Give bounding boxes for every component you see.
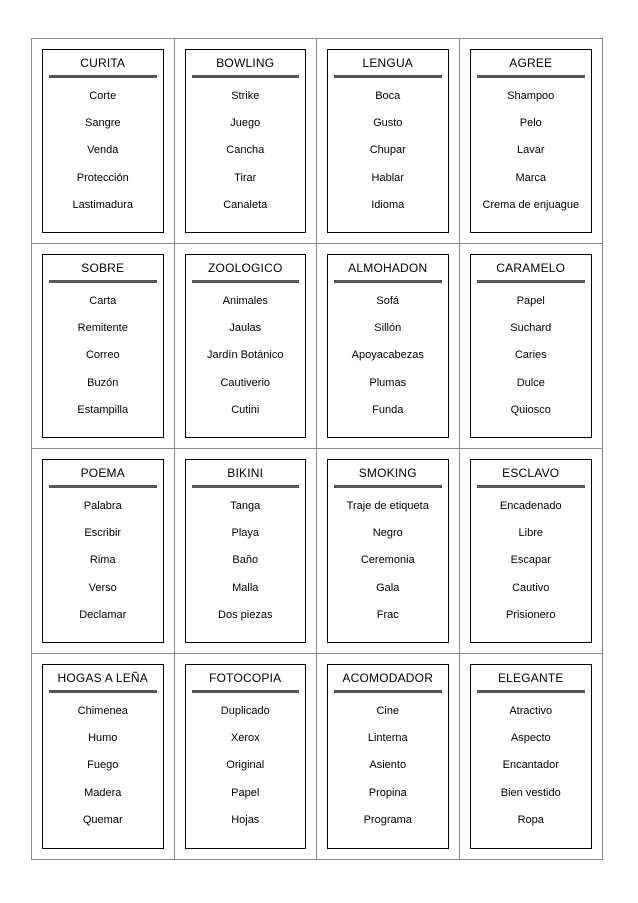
title-divider (192, 485, 300, 488)
forbidden-word: Negro (372, 527, 403, 540)
taboo-card (185, 459, 307, 643)
grid-cell (460, 654, 603, 859)
grid-cell (32, 654, 175, 859)
forbidden-word-list (328, 88, 448, 224)
forbidden-word: Cautiverio (220, 376, 271, 389)
forbidden-word: Malla (232, 581, 259, 594)
card-title: FOTOCOPIA (209, 671, 282, 685)
forbidden-word: Jardín Botánico (207, 349, 284, 362)
forbidden-word: Cancha (226, 144, 265, 157)
forbidden-word: Hojas (231, 813, 260, 826)
taboo-card (327, 664, 449, 849)
forbidden-word: Lastimadura (72, 198, 134, 211)
taboo-card (42, 254, 164, 438)
forbidden-word: Quemar (82, 813, 123, 826)
title-divider (477, 690, 586, 693)
forbidden-word: Boca (375, 90, 401, 102)
forbidden-word: Animales (222, 295, 268, 307)
title-divider (49, 280, 157, 283)
forbidden-word: Encadenado (499, 500, 562, 512)
taboo-card (327, 49, 449, 233)
forbidden-word-list (471, 498, 592, 634)
forbidden-word: Corte (89, 90, 117, 102)
forbidden-word: Plumas (369, 376, 407, 389)
card-title: CURITA (80, 56, 126, 70)
card-title: POEMA (80, 466, 125, 480)
forbidden-word: Propina (368, 786, 407, 799)
forbidden-word: Prisionero (505, 608, 556, 621)
card-title: ZOOLOGICO (208, 261, 283, 275)
forbidden-word: Libre (518, 527, 543, 540)
title-divider (192, 75, 300, 78)
title-divider (49, 690, 157, 693)
forbidden-word: Estampilla (77, 403, 129, 416)
forbidden-word: Lavar (516, 144, 545, 157)
taboo-card (470, 49, 593, 233)
forbidden-word: Bien vestido (500, 786, 561, 799)
title-divider (49, 75, 157, 78)
forbidden-word: Crema de enjuague (482, 198, 580, 211)
forbidden-word: Madera (84, 786, 122, 799)
forbidden-word: Escapar (510, 554, 551, 567)
forbidden-word: Programa (363, 813, 412, 826)
forbidden-word: Sangre (85, 117, 121, 130)
card-title: SMOKING (358, 466, 417, 480)
forbidden-word: Papel (231, 786, 260, 799)
forbidden-word: Protección (76, 171, 129, 184)
forbidden-word: Jaulas (229, 322, 262, 335)
forbidden-word: Juego (230, 117, 261, 130)
title-divider (477, 280, 586, 283)
forbidden-word: Atractivo (509, 705, 553, 717)
forbidden-word: Pelo (519, 117, 542, 130)
grid-cell (317, 39, 460, 244)
forbidden-word: Xerox (230, 732, 260, 745)
forbidden-word: Palabra (83, 500, 122, 512)
forbidden-word-list (43, 703, 163, 839)
forbidden-word-list (186, 498, 306, 634)
card-sheet (31, 38, 603, 860)
forbidden-word: Venda (87, 144, 119, 157)
forbidden-word: Fuego (87, 759, 119, 772)
forbidden-word: Buzón (87, 376, 119, 389)
forbidden-word: Correo (85, 349, 120, 362)
forbidden-word: Frac (376, 608, 399, 621)
taboo-card (470, 254, 593, 438)
forbidden-word: Strike (231, 90, 260, 102)
forbidden-word: Aspecto (510, 732, 551, 745)
title-divider (49, 485, 157, 488)
grid-cell (460, 449, 603, 654)
forbidden-word: Cautivo (512, 581, 550, 594)
forbidden-word: Original (226, 759, 265, 772)
title-divider (334, 690, 442, 693)
forbidden-word: Declamar (79, 608, 127, 621)
forbidden-word: Cine (376, 705, 400, 717)
forbidden-word: Baño (232, 554, 259, 567)
grid-cell (32, 244, 175, 449)
grid-cell (317, 244, 460, 449)
taboo-card (327, 254, 449, 438)
forbidden-word: Dos piezas (218, 608, 273, 621)
forbidden-word: Marca (515, 171, 547, 184)
forbidden-word-list (43, 293, 163, 429)
taboo-card (327, 459, 449, 643)
card-title: BIKINI (227, 466, 264, 480)
grid-cell (460, 244, 603, 449)
title-divider (334, 485, 442, 488)
forbidden-word-list (186, 293, 306, 429)
forbidden-word: Gusto (373, 117, 403, 130)
forbidden-word-list (471, 88, 592, 224)
title-divider (334, 280, 442, 283)
title-divider (334, 75, 442, 78)
forbidden-word: Idioma (371, 198, 405, 211)
grid-cell (175, 449, 318, 654)
grid-cell (175, 654, 318, 859)
forbidden-word: Remitente (77, 322, 128, 335)
grid-cell (32, 39, 175, 244)
card-title: CARAMELO (496, 261, 566, 275)
forbidden-word-list (186, 88, 306, 224)
taboo-card (185, 49, 307, 233)
forbidden-word: Canaleta (223, 198, 268, 211)
taboo-card (42, 49, 164, 233)
forbidden-word: Duplicado (220, 705, 270, 717)
taboo-card (42, 664, 164, 849)
forbidden-word: Chupar (369, 144, 406, 157)
forbidden-word: Papel (516, 295, 545, 307)
forbidden-word: Sofá (376, 295, 400, 307)
forbidden-word: Asiento (369, 759, 407, 772)
forbidden-word: Ceremonia (360, 554, 415, 567)
forbidden-word-list (471, 703, 592, 839)
card-title: BOWLING (216, 56, 275, 70)
card-title: AGREE (509, 56, 553, 70)
forbidden-word: Apoyacabezas (351, 349, 424, 362)
forbidden-word-list (43, 498, 163, 634)
taboo-card (470, 459, 593, 643)
forbidden-word: Rima (89, 554, 116, 567)
forbidden-word: Shampoo (507, 90, 555, 102)
card-title: ESCLAVO (502, 466, 560, 480)
forbidden-word: Gala (376, 581, 400, 594)
forbidden-word: Dulce (516, 376, 545, 389)
card-title: ACOMODADOR (342, 671, 434, 685)
forbidden-word: Humo (88, 732, 118, 745)
forbidden-word: Funda (372, 403, 404, 416)
grid-cell (175, 244, 318, 449)
forbidden-word: Traje de etiqueta (346, 500, 429, 512)
title-divider (192, 690, 300, 693)
forbidden-word-list (471, 293, 592, 429)
forbidden-word: Linterna (367, 732, 408, 745)
card-title: SOBRE (81, 261, 125, 275)
forbidden-word: Playa (231, 527, 260, 540)
taboo-card (42, 459, 164, 643)
forbidden-word-list (43, 88, 163, 224)
grid-cell (317, 654, 460, 859)
card-title: HOGAS A LEÑA (57, 671, 148, 685)
forbidden-word: Chimenea (77, 705, 128, 717)
card-title: ALMOHADON (348, 261, 428, 275)
title-divider (477, 485, 586, 488)
grid-cell (460, 39, 603, 244)
card-title: LENGUA (362, 56, 414, 70)
forbidden-word: Hablar (371, 171, 404, 184)
grid-cell (317, 449, 460, 654)
taboo-card (470, 664, 593, 849)
forbidden-word-list (328, 703, 448, 839)
forbidden-word: Ropa (517, 813, 544, 826)
forbidden-word: Tanga (230, 500, 261, 512)
grid-cell (175, 39, 318, 244)
forbidden-word: Tirar (234, 171, 257, 184)
forbidden-word: Cutini (231, 403, 260, 416)
forbidden-word-list (186, 703, 306, 839)
grid-cell (32, 449, 175, 654)
forbidden-word-list (328, 293, 448, 429)
forbidden-word: Suchard (510, 322, 552, 335)
forbidden-word: Carta (89, 295, 117, 307)
forbidden-word: Quiosco (510, 403, 551, 416)
title-divider (477, 75, 586, 78)
title-divider (192, 280, 300, 283)
forbidden-word: Verso (88, 581, 117, 594)
taboo-card (185, 254, 307, 438)
forbidden-word: Escribir (84, 527, 122, 540)
card-title: ELEGANTE (497, 671, 564, 685)
forbidden-word-list (328, 498, 448, 634)
forbidden-word: Caries (514, 349, 547, 362)
forbidden-word: Sillón (374, 322, 402, 335)
taboo-card (185, 664, 307, 849)
forbidden-word: Encantador (502, 759, 559, 772)
